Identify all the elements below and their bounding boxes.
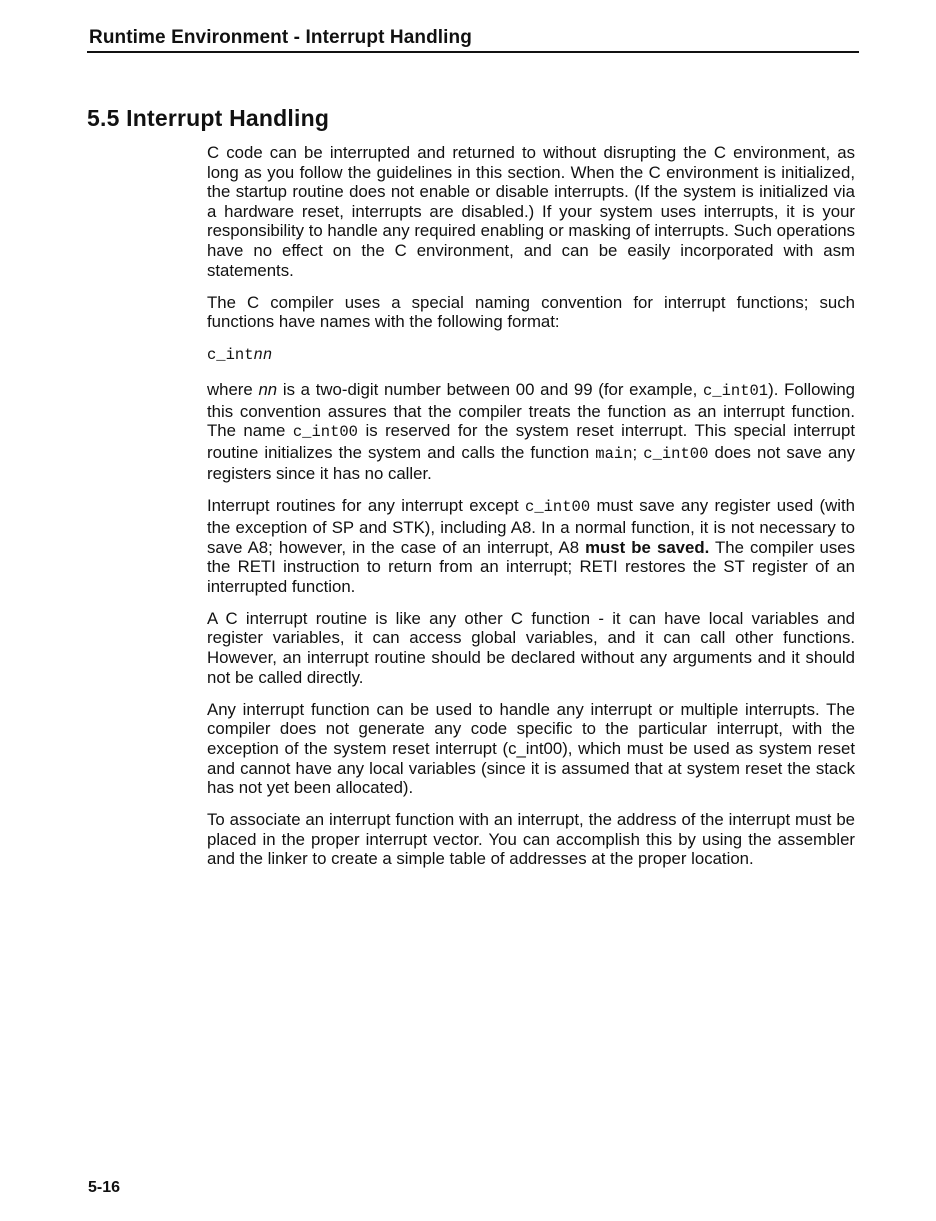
paragraph-interrupt-vector: To associate an interrupt function with an interrupt, the address of the interrupt must be placed in the proper interrupt vector. You can accomplish this by using the assembler and the linker to create a simple table of addresses at the proper location. — [207, 810, 855, 869]
code-c-int00: c_int00 — [643, 444, 709, 463]
code-c-int01: c_int01 — [703, 381, 769, 400]
format-prefix: c_int — [207, 346, 254, 365]
paragraph-naming-convention: The C compiler uses a special naming convention for interrupt functions; such functions have names with the following format: — [207, 292, 855, 332]
bold-must-be-saved: must be saved. — [585, 537, 710, 557]
code-main: main — [595, 444, 633, 463]
running-header: Runtime Environment - Interrupt Handling — [89, 27, 472, 48]
format-example — [207, 344, 855, 366]
code-c-int00: c_int00 — [292, 423, 358, 442]
text-run: does not save any registers since it has no caller. — [207, 442, 856, 484]
paragraph-where-nn — [207, 380, 855, 484]
text-run: ; — [632, 442, 644, 462]
text-run: Interrupt routines for any interrupt except — [207, 496, 526, 516]
text-run: is a two-digit number between 00 and 99 (for example, — [277, 379, 703, 399]
header-rule — [87, 51, 859, 53]
format-variable: nn — [253, 346, 273, 365]
section-title: 5.5 Interrupt Handling — [87, 105, 330, 131]
italic-nn: nn — [258, 379, 278, 399]
page-number: 5-16 — [88, 1179, 121, 1196]
paragraph-any-interrupt: Any interrupt function can be used to handle any interrupt or multiple interrupts. The compiler does not generate any code specific to the particular interrupt, with the exception of the system reset interrupt (c_int00), which must be used as system reset and cannot have any local variables (since it is assumed that at system reset the stack has not yet been allocated). — [207, 699, 855, 798]
text-run: must save any register used (with the exception of SP and STK), including A8. In a normal function, it is not necessary to save A8; however, in the case of an interrupt, A8 — [207, 496, 855, 557]
text-run: The compiler uses the RETI instruction to return from an interrupt; RETI restores the ST register of an interrupted function. — [207, 537, 855, 596]
paragraph-register-saving — [207, 496, 855, 596]
section-body — [207, 143, 855, 882]
code-c-int00: c_int00 — [525, 498, 591, 517]
paragraph-intro: C code can be interrupted and returned to without disrupting the C environment, as long as you follow the guidelines in this section. When the C environment is initialized, the startup routine does not enable or disable interrupts. (If the system is initialized via a hardware reset, interrupts are disabled.) If your system uses interrupts, it is your responsibility to handle any required enabling or masking of interrupts. Such operations have no effect on the C environment, and can be easily incorporated with asm statements. — [207, 143, 855, 280]
text-run: where — [207, 379, 259, 399]
paragraph-c-interrupt-routine: A C interrupt routine is like any other C function - it can have local variables and register variables, it can access global variables, and it can call other functions. However, an interrupt routine should be declared without any arguments and it should not be called directly. — [207, 608, 855, 687]
text-run: ). Following this convention assures that the compiler treats the function as an interrupt function. The name — [207, 379, 855, 441]
text-run: is reserved for the system reset interrupt. This special interrupt routine initializes the system and calls the function — [207, 421, 855, 462]
